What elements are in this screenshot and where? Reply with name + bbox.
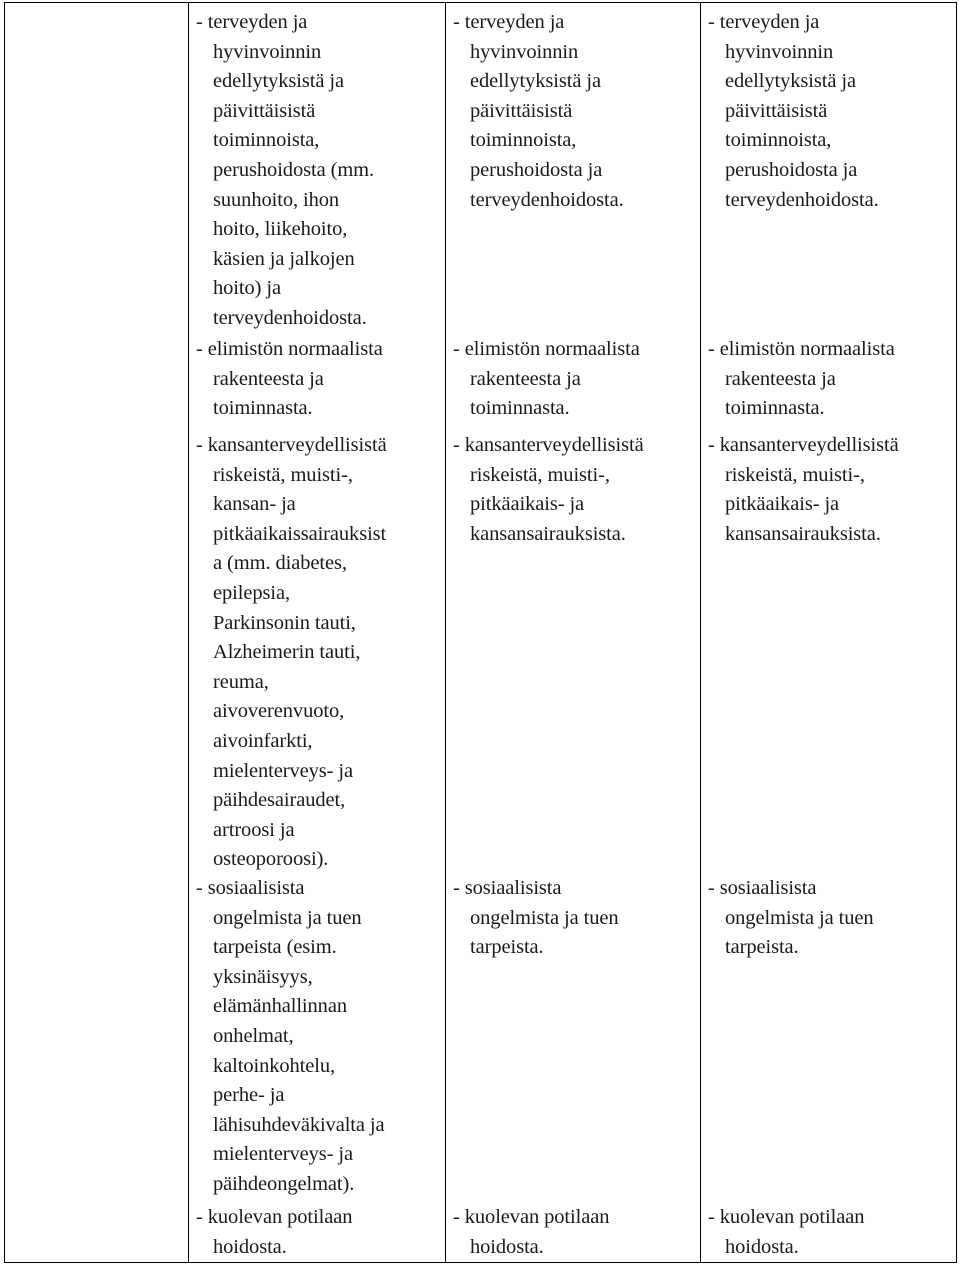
list-item-text-line: tarpeista. xyxy=(725,936,799,959)
list-item-text-line: kansansairauksista. xyxy=(725,522,881,545)
table-column-1 xyxy=(188,3,445,1262)
list-item-text-line: lähisuhdeväkivalta ja xyxy=(213,1113,385,1136)
list-item-text-line: käsien ja jalkojen xyxy=(213,247,355,270)
list-item-text-line: toiminnasta. xyxy=(470,397,570,420)
list-item-text-line: - terveyden ja xyxy=(453,11,565,33)
list-item-text-line: perushoidosta ja xyxy=(725,158,858,181)
list-item-text-line: päihdesairaudet, xyxy=(213,789,346,812)
list-item-text-line: - elimistön normaalista xyxy=(196,338,383,360)
list-item-text-line: rakenteesta ja xyxy=(213,367,324,390)
content-table xyxy=(4,2,957,1263)
list-item-text-line: rakenteesta ja xyxy=(470,367,581,390)
list-item xyxy=(708,8,879,215)
list-item-text-line: - terveyden ja xyxy=(196,11,308,33)
list-item-text-line: suunhoito, ihon xyxy=(213,188,340,211)
list-item-text-line: hoidosta. xyxy=(470,1235,544,1258)
list-item-text-line: elämänhallinnan xyxy=(213,995,347,1018)
list-item-text-line: terveydenhoidosta. xyxy=(213,306,367,329)
list-item-text-line: mielenterveys- ja xyxy=(213,759,354,782)
list-item-text-line: toiminnasta. xyxy=(213,397,313,420)
list-item-text-line: toiminnoista, xyxy=(470,129,577,152)
list-item xyxy=(196,431,387,875)
list-item-text-line: Alzheimerin tauti, xyxy=(213,641,361,664)
list-item xyxy=(708,874,874,963)
list-item-text-line: rakenteesta ja xyxy=(725,367,836,390)
list-item-text-line: pitkäaikais- ja xyxy=(470,493,585,516)
list-item-text-line: ongelmista ja tuen xyxy=(470,906,619,929)
list-item-text-line: riskeistä, muisti-, xyxy=(470,463,610,486)
list-item-text-line: hoito, liikehoito, xyxy=(213,218,348,241)
list-item-text-line: - sosiaalisista xyxy=(453,877,562,899)
list-item-text-line: - sosiaalisista xyxy=(708,877,817,899)
table-column-3 xyxy=(700,3,958,1262)
list-item xyxy=(196,1203,352,1262)
list-item-text-line: hoito) ja xyxy=(213,277,281,300)
list-item-text-line: perushoidosta (mm. xyxy=(213,158,375,181)
list-item-text-line: osteoporoosi). xyxy=(213,848,329,871)
list-item-text-line: artroosi ja xyxy=(213,818,295,841)
list-item-text-line: riskeistä, muisti-, xyxy=(213,463,353,486)
list-item xyxy=(196,8,374,334)
list-item-text-line: onhelmat, xyxy=(213,1024,294,1047)
list-item-text-line: Parkinsonin tauti, xyxy=(213,611,356,634)
list-item-text-line: toiminnoista, xyxy=(213,129,320,152)
list-item-text-line: päivittäisistä xyxy=(725,99,828,122)
list-item xyxy=(708,1203,864,1262)
list-item xyxy=(196,335,383,424)
list-item-text-line: mielenterveys- ja xyxy=(213,1143,354,1166)
list-item-text-line: - kuolevan potilaan xyxy=(196,1206,353,1228)
list-item xyxy=(453,431,644,549)
list-item-text-line: - terveyden ja xyxy=(708,11,820,33)
list-item-text-line: riskeistä, muisti-, xyxy=(725,463,865,486)
list-item-text-line: aivoinfarkti, xyxy=(213,729,313,752)
list-item-text-line: edellytyksistä ja xyxy=(470,70,601,93)
list-item-text-line: hoidosta. xyxy=(213,1235,287,1258)
list-item-text-line: terveydenhoidosta. xyxy=(725,188,879,211)
list-item-text-line: - sosiaalisista xyxy=(196,877,305,899)
list-item-text-line: tarpeista (esim. xyxy=(213,936,337,959)
list-item-text-line: tarpeista. xyxy=(470,936,544,959)
list-item-text-line: hoidosta. xyxy=(725,1235,799,1258)
list-item-text-line: epilepsia, xyxy=(213,581,290,604)
list-item-text-line: pitkäaikaissairauksist xyxy=(213,522,387,545)
list-item-text-line: päivittäisistä xyxy=(213,99,316,122)
list-item-text-line: - kansanterveydellisistä xyxy=(453,434,644,456)
list-item-text-line: - kansanterveydellisistä xyxy=(196,434,387,456)
list-item-text-line: - kansanterveydellisistä xyxy=(708,434,899,456)
list-item-text-line: toiminnasta. xyxy=(725,397,825,420)
list-item-text-line: päihdeongelmat). xyxy=(213,1172,355,1195)
list-item xyxy=(453,1203,609,1262)
list-item-text-line: perushoidosta ja xyxy=(470,158,603,181)
list-item-text-line: edellytyksistä ja xyxy=(725,70,856,93)
list-item-text-line: päivittäisistä xyxy=(470,99,573,122)
list-item xyxy=(453,335,640,424)
list-item-text-line: ongelmista ja tuen xyxy=(725,906,874,929)
list-item-text-line: terveydenhoidosta. xyxy=(470,188,624,211)
list-item-text-line: hyvinvoinnin xyxy=(725,40,834,63)
list-item-text-line: toiminnoista, xyxy=(725,129,832,152)
list-item-text-line: hyvinvoinnin xyxy=(213,40,322,63)
list-item xyxy=(453,8,624,215)
list-item-text-line: hyvinvoinnin xyxy=(470,40,579,63)
list-item-text-line: a (mm. diabetes, xyxy=(213,552,347,575)
list-item-text-line: perhe- ja xyxy=(213,1084,285,1107)
list-item-text-line: - elimistön normaalista xyxy=(708,338,895,360)
list-item-text-line: kaltoinkohtelu, xyxy=(213,1054,336,1077)
list-item xyxy=(708,335,895,424)
list-item xyxy=(196,874,385,1200)
list-item-text-line: ongelmista ja tuen xyxy=(213,906,362,929)
list-item-text-line: - kuolevan potilaan xyxy=(708,1206,865,1228)
list-item xyxy=(708,431,899,549)
list-item-text-line: - kuolevan potilaan xyxy=(453,1206,610,1228)
list-item-text-line: pitkäaikais- ja xyxy=(725,493,840,516)
list-item-text-line: edellytyksistä ja xyxy=(213,70,344,93)
list-item-text-line: aivoverenvuoto, xyxy=(213,700,345,723)
list-item-text-line: yksinäisyys, xyxy=(213,965,313,988)
list-item xyxy=(453,874,619,963)
list-item-text-line: kansansairauksista. xyxy=(470,522,626,545)
list-item-text-line: reuma, xyxy=(213,670,269,693)
list-item-text-line: kansan- ja xyxy=(213,493,296,516)
table-column-2 xyxy=(445,3,700,1262)
list-item-text-line: - elimistön normaalista xyxy=(453,338,640,360)
